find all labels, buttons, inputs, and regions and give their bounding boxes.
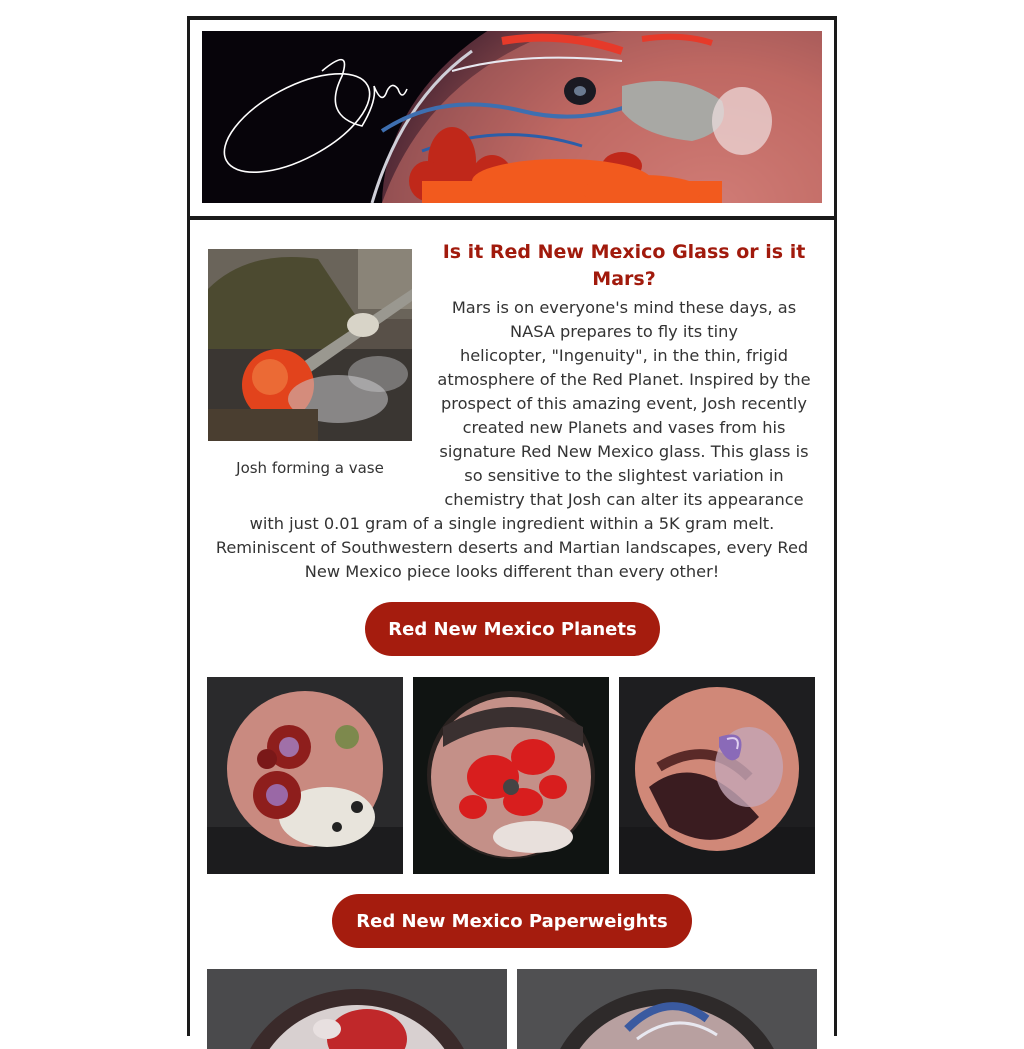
planet-image <box>207 677 403 874</box>
planet-image <box>413 677 609 874</box>
paperweight-image <box>517 969 817 1049</box>
photo-caption: Josh forming a vase <box>236 459 384 477</box>
header-banner[interactable] <box>202 31 822 203</box>
body-line: New Mexico piece looks different than every other! <box>304 562 720 581</box>
red-new-mexico-planets-button[interactable]: Red New Mexico Planets <box>365 602 660 656</box>
body-line: prospect of this amazing event, Josh recently <box>441 394 807 413</box>
body-line: with just 0.01 gram of a single ingredient within a 5K gram melt. <box>249 514 775 533</box>
body-line: so sensitive to the slightest variation in <box>464 466 784 485</box>
paperweight-photo-2[interactable] <box>517 969 817 1049</box>
body-line: atmosphere of the Red Planet. Inspired by the <box>437 370 811 389</box>
body-line: chemistry that Josh can alter its appearance <box>444 490 804 509</box>
body-line: Mars is on everyone's mind these days, as <box>451 298 797 317</box>
body-line: NASA prepares to fly its tiny <box>510 322 738 341</box>
planet-photo-2[interactable] <box>413 677 609 874</box>
newsletter-container <box>187 16 837 1036</box>
paperweight-photo-1[interactable] <box>207 969 507 1049</box>
paperweight-image <box>207 969 507 1049</box>
title-line-2: Mars? <box>592 268 656 290</box>
article-title <box>436 239 812 293</box>
planet-image <box>619 677 815 874</box>
planet-photo-3[interactable] <box>619 677 815 874</box>
body-line: signature Red New Mexico glass. This glass is <box>439 442 809 461</box>
body-line: helicopter, "Ingenuity", in the thin, frigid <box>459 346 789 365</box>
body-line: created new Planets and vases from his <box>462 418 786 437</box>
photo-image <box>208 249 412 441</box>
red-new-mexico-paperweights-button[interactable]: Red New Mexico Paperweights <box>332 894 692 948</box>
title-line-1: Is it Red New Mexico Glass or is it <box>442 241 806 263</box>
josh-forming-vase-photo[interactable] <box>208 249 412 441</box>
banner-image <box>202 31 822 203</box>
header-divider <box>190 216 834 220</box>
planet-photo-1[interactable] <box>207 677 403 874</box>
body-line: Reminiscent of Southwestern deserts and Martian landscapes, every Red <box>215 538 809 557</box>
